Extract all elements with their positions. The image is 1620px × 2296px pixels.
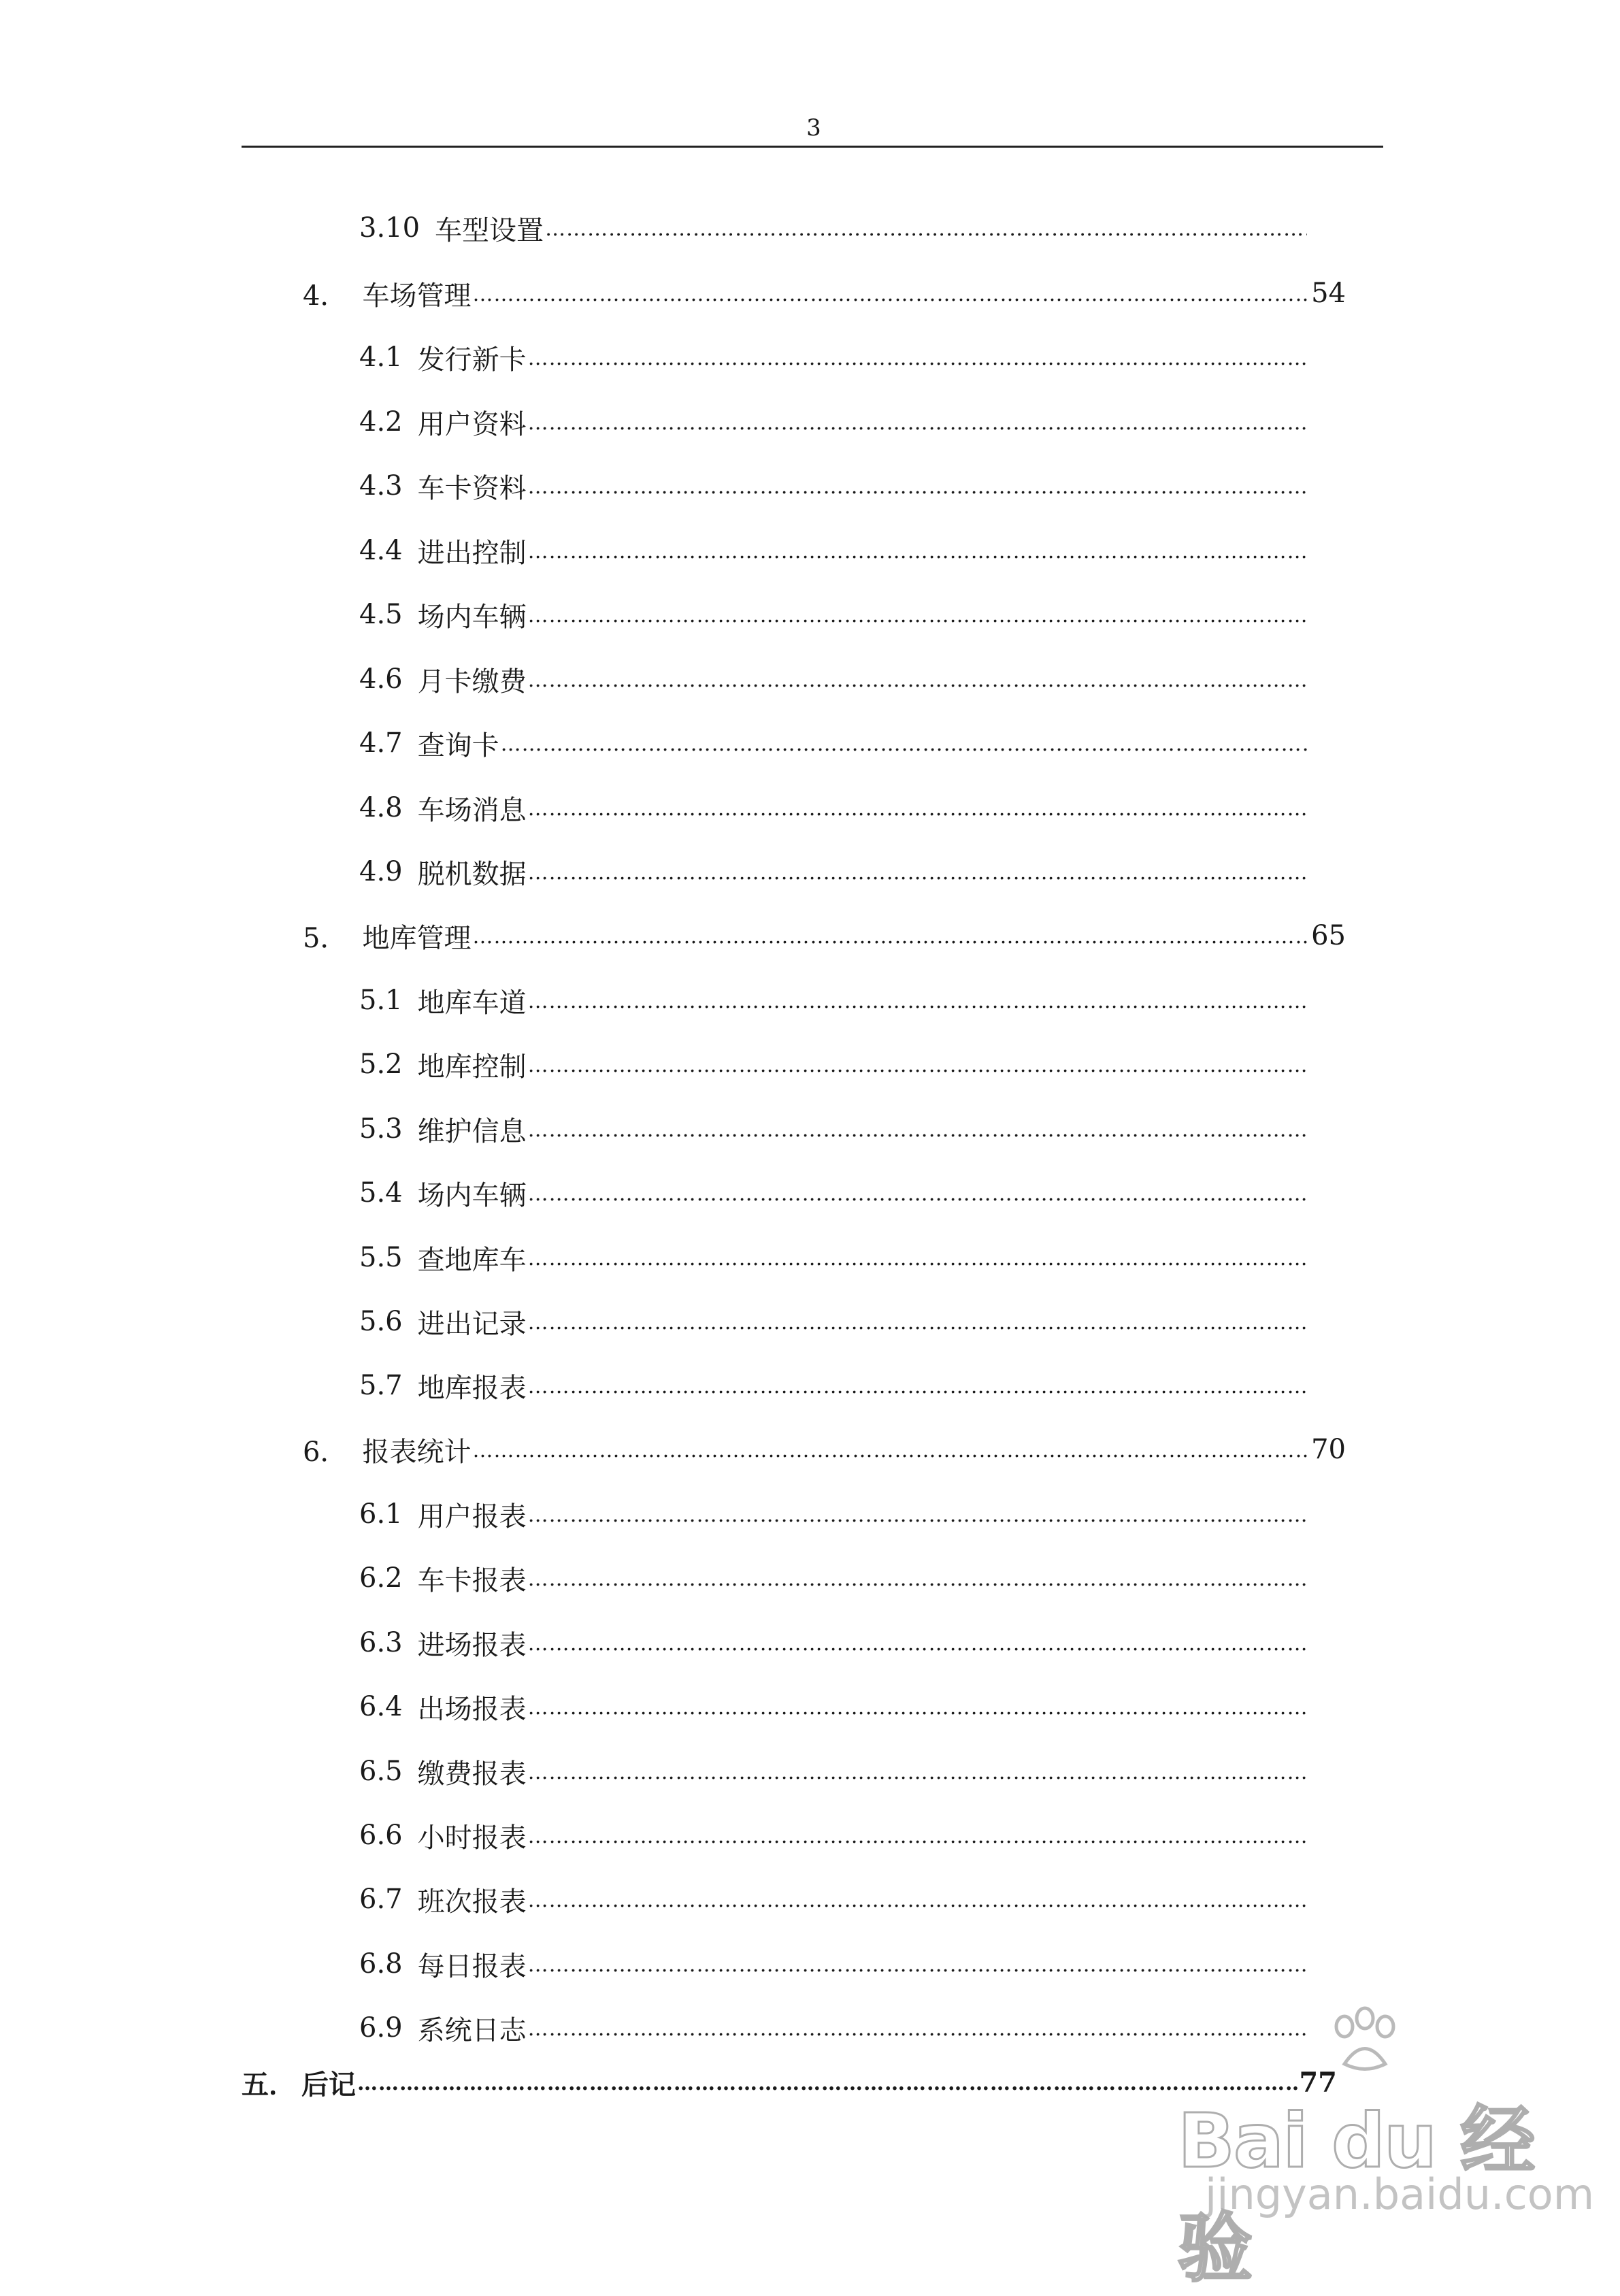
baidu-jingyan-watermark: [1178, 2006, 1595, 2292]
toc-entry-number: 4.8: [359, 792, 403, 823]
toc-entry-number: 4.5: [359, 599, 403, 630]
toc-entry-number: 5.7: [359, 1370, 403, 1401]
toc-entry-number: 4.6: [359, 663, 403, 695]
toc-entry-number: 5.3: [359, 1113, 403, 1145]
toc-entry-title: 进场报表: [417, 1629, 527, 1660]
toc-entry[interactable]: [359, 1497, 1308, 1531]
toc-entry-title: 进出记录: [417, 1308, 527, 1339]
toc-entry[interactable]: [359, 1368, 1308, 1403]
toc-entry-number: 6.1: [359, 1498, 403, 1530]
toc-entry-number: 5.4: [359, 1177, 403, 1209]
toc-entry[interactable]: [359, 855, 1308, 889]
toc-entry-number: 5.1: [359, 985, 403, 1016]
toc-entry[interactable]: [359, 1882, 1308, 1916]
toc-leader-dots: [528, 1884, 1307, 1914]
toc-entry-title: 地库管理: [362, 922, 472, 953]
toc-entry-title: 车卡报表: [417, 1564, 527, 1595]
toc-entry-title: 场内车辆: [417, 1179, 527, 1210]
watermark-url: jingyan.baidu.com: [1205, 2169, 1595, 2219]
toc-entry-number: 5.5: [359, 1242, 403, 1273]
toc-entry-number: 五．: [242, 2068, 296, 2099]
toc-entry[interactable]: [359, 405, 1308, 439]
toc-leader-dots: [528, 1692, 1307, 1722]
toc-leader-dots: [528, 1114, 1307, 1144]
toc-entry-number: 6.4: [359, 1691, 403, 1722]
toc-entry-title: 查询卡: [417, 729, 499, 760]
toc-entry-title: 查地库车: [417, 1244, 527, 1275]
toc-entry-title: 脱机数据: [417, 858, 527, 889]
toc-leader-dots: [472, 278, 1310, 308]
toc-entry[interactable]: [359, 340, 1308, 374]
toc-entry-title: 小时报表: [417, 1822, 527, 1852]
toc-entry-number: 5．: [303, 922, 348, 953]
toc-leader-dots: [528, 1178, 1307, 1208]
toc-entry-page: 77: [1299, 2066, 1337, 2099]
toc-leader-dots: [528, 600, 1307, 629]
toc-entry-page: 54: [1311, 278, 1346, 309]
toc-entry-number: 6.9: [359, 2012, 403, 2044]
paw-icon: [1324, 2006, 1406, 2081]
toc-entry-number: 6.6: [359, 1820, 403, 1851]
watermark-brand: Bai du 经验: [1178, 2097, 1534, 2292]
toc-entry[interactable]: [359, 1241, 1308, 1275]
toc-entry-number: 4.4: [359, 535, 403, 566]
toc-entry[interactable]: [359, 534, 1308, 568]
toc-entry[interactable]: [359, 2011, 1308, 2045]
toc-entry-title: 地库报表: [417, 1372, 527, 1403]
toc-leader-dots: [528, 1371, 1307, 1400]
toc-entry[interactable]: [359, 469, 1308, 503]
toc-entry-title: 报表统计: [362, 1436, 472, 1466]
toc-entry[interactable]: [359, 1112, 1308, 1146]
toc-entry-title: 月卡缴费: [417, 666, 527, 696]
toc-leader-dots: [501, 728, 1307, 758]
toc-leader-dots: [528, 471, 1307, 501]
toc-entry-number: 6.2: [359, 1562, 403, 1594]
toc-entry[interactable]: [359, 211, 1308, 245]
toc-entry-number: 4.2: [359, 406, 403, 438]
toc-entry[interactable]: [359, 1047, 1308, 1081]
toc-entry-number: 4．: [303, 280, 348, 310]
toc-entry[interactable]: [359, 791, 1308, 825]
toc-leader-dots: [528, 342, 1307, 372]
toc-leader-dots: [472, 1434, 1310, 1464]
toc-entry[interactable]: [359, 1561, 1308, 1595]
toc-entry-title: 维护信息: [417, 1115, 527, 1146]
toc-entry[interactable]: [359, 1754, 1308, 1788]
toc-leader-dots: [528, 793, 1307, 823]
toc-entry-title: 车型设置: [435, 214, 544, 245]
toc-entry-title: 地库控制: [417, 1051, 527, 1081]
toc-leader-dots: [528, 536, 1307, 565]
toc-leader-dots: [528, 1563, 1307, 1593]
toc-entry[interactable]: [242, 2065, 1337, 2099]
toc-leader-dots: [528, 1499, 1307, 1529]
toc-entry-number: 4.7: [359, 727, 403, 759]
toc-entry-title: 后记: [301, 2068, 356, 2099]
toc-entry[interactable]: [303, 276, 1346, 310]
toc-entry-number: 6.7: [359, 1884, 403, 1915]
toc-leader-dots: [545, 213, 1307, 243]
toc-leader-dots: [528, 1628, 1307, 1658]
toc-entry-number: 4.3: [359, 470, 403, 502]
toc-entry-title: 车场管理: [362, 280, 472, 310]
toc-leader-dots: [528, 1243, 1307, 1273]
page-number: 3: [806, 114, 821, 142]
toc-entry[interactable]: [303, 1432, 1346, 1466]
toc-entry-title: 每日报表: [417, 1950, 527, 1981]
toc-entry-title: 用户资料: [417, 408, 527, 439]
toc-entry-title: 出场报表: [417, 1693, 527, 1724]
toc-entry-number: 5.2: [359, 1049, 403, 1080]
toc-leader-dots: [528, 1049, 1307, 1079]
toc-leader-dots: [528, 857, 1307, 887]
toc-entry-number: 6．: [303, 1436, 348, 1466]
toc-entry-number: 4.1: [359, 342, 403, 373]
toc-entry-page: 70: [1311, 1434, 1346, 1465]
toc-leader-dots: [528, 1756, 1307, 1786]
toc-entry-page: 65: [1311, 920, 1346, 951]
toc-entry-title: 车卡资料: [417, 472, 527, 503]
toc-leader-dots: [472, 921, 1310, 951]
toc-entry[interactable]: [359, 726, 1308, 760]
toc-entry-number: 4.9: [359, 856, 403, 887]
toc-entry-title: 用户报表: [417, 1500, 527, 1531]
toc-entry-number: 6.8: [359, 1948, 403, 1980]
toc-leader-dots: [357, 2067, 1297, 2097]
toc-entry[interactable]: [359, 1626, 1308, 1660]
toc-entry-title: 进出控制: [417, 537, 527, 568]
toc-entry-title: 地库车道: [417, 987, 527, 1017]
toc-entry[interactable]: [359, 662, 1308, 696]
toc-entry[interactable]: [359, 1947, 1308, 1981]
toc-entry[interactable]: [359, 983, 1308, 1017]
toc-entry-title: 车场消息: [417, 794, 527, 825]
toc-entry[interactable]: [359, 1305, 1308, 1339]
toc-entry-title: 场内车辆: [417, 601, 527, 632]
toc-entry[interactable]: [359, 597, 1308, 632]
toc-leader-dots: [528, 664, 1307, 694]
toc-entry-number: 3.10: [359, 212, 420, 244]
toc-leader-dots: [528, 407, 1307, 437]
toc-entry[interactable]: [303, 919, 1346, 953]
toc-entry[interactable]: [359, 1176, 1308, 1210]
toc-entry-title: 系统日志: [417, 2014, 527, 2045]
toc-entry-number: 6.3: [359, 1627, 403, 1658]
toc-entry-number: 6.5: [359, 1756, 403, 1787]
toc-leader-dots: [528, 1307, 1307, 1336]
header-rule: [242, 146, 1383, 148]
toc-leader-dots: [528, 1820, 1307, 1850]
toc-leader-dots: [528, 985, 1307, 1015]
toc-entry[interactable]: [359, 1690, 1308, 1724]
toc-entry-title: 班次报表: [417, 1886, 527, 1916]
toc-entry-title: 发行新卡: [417, 344, 527, 374]
toc-entry[interactable]: [359, 1818, 1308, 1852]
toc-leader-dots: [528, 1949, 1307, 1979]
toc-entry-number: 5.6: [359, 1306, 403, 1337]
toc-entry-title: 缴费报表: [417, 1758, 527, 1788]
